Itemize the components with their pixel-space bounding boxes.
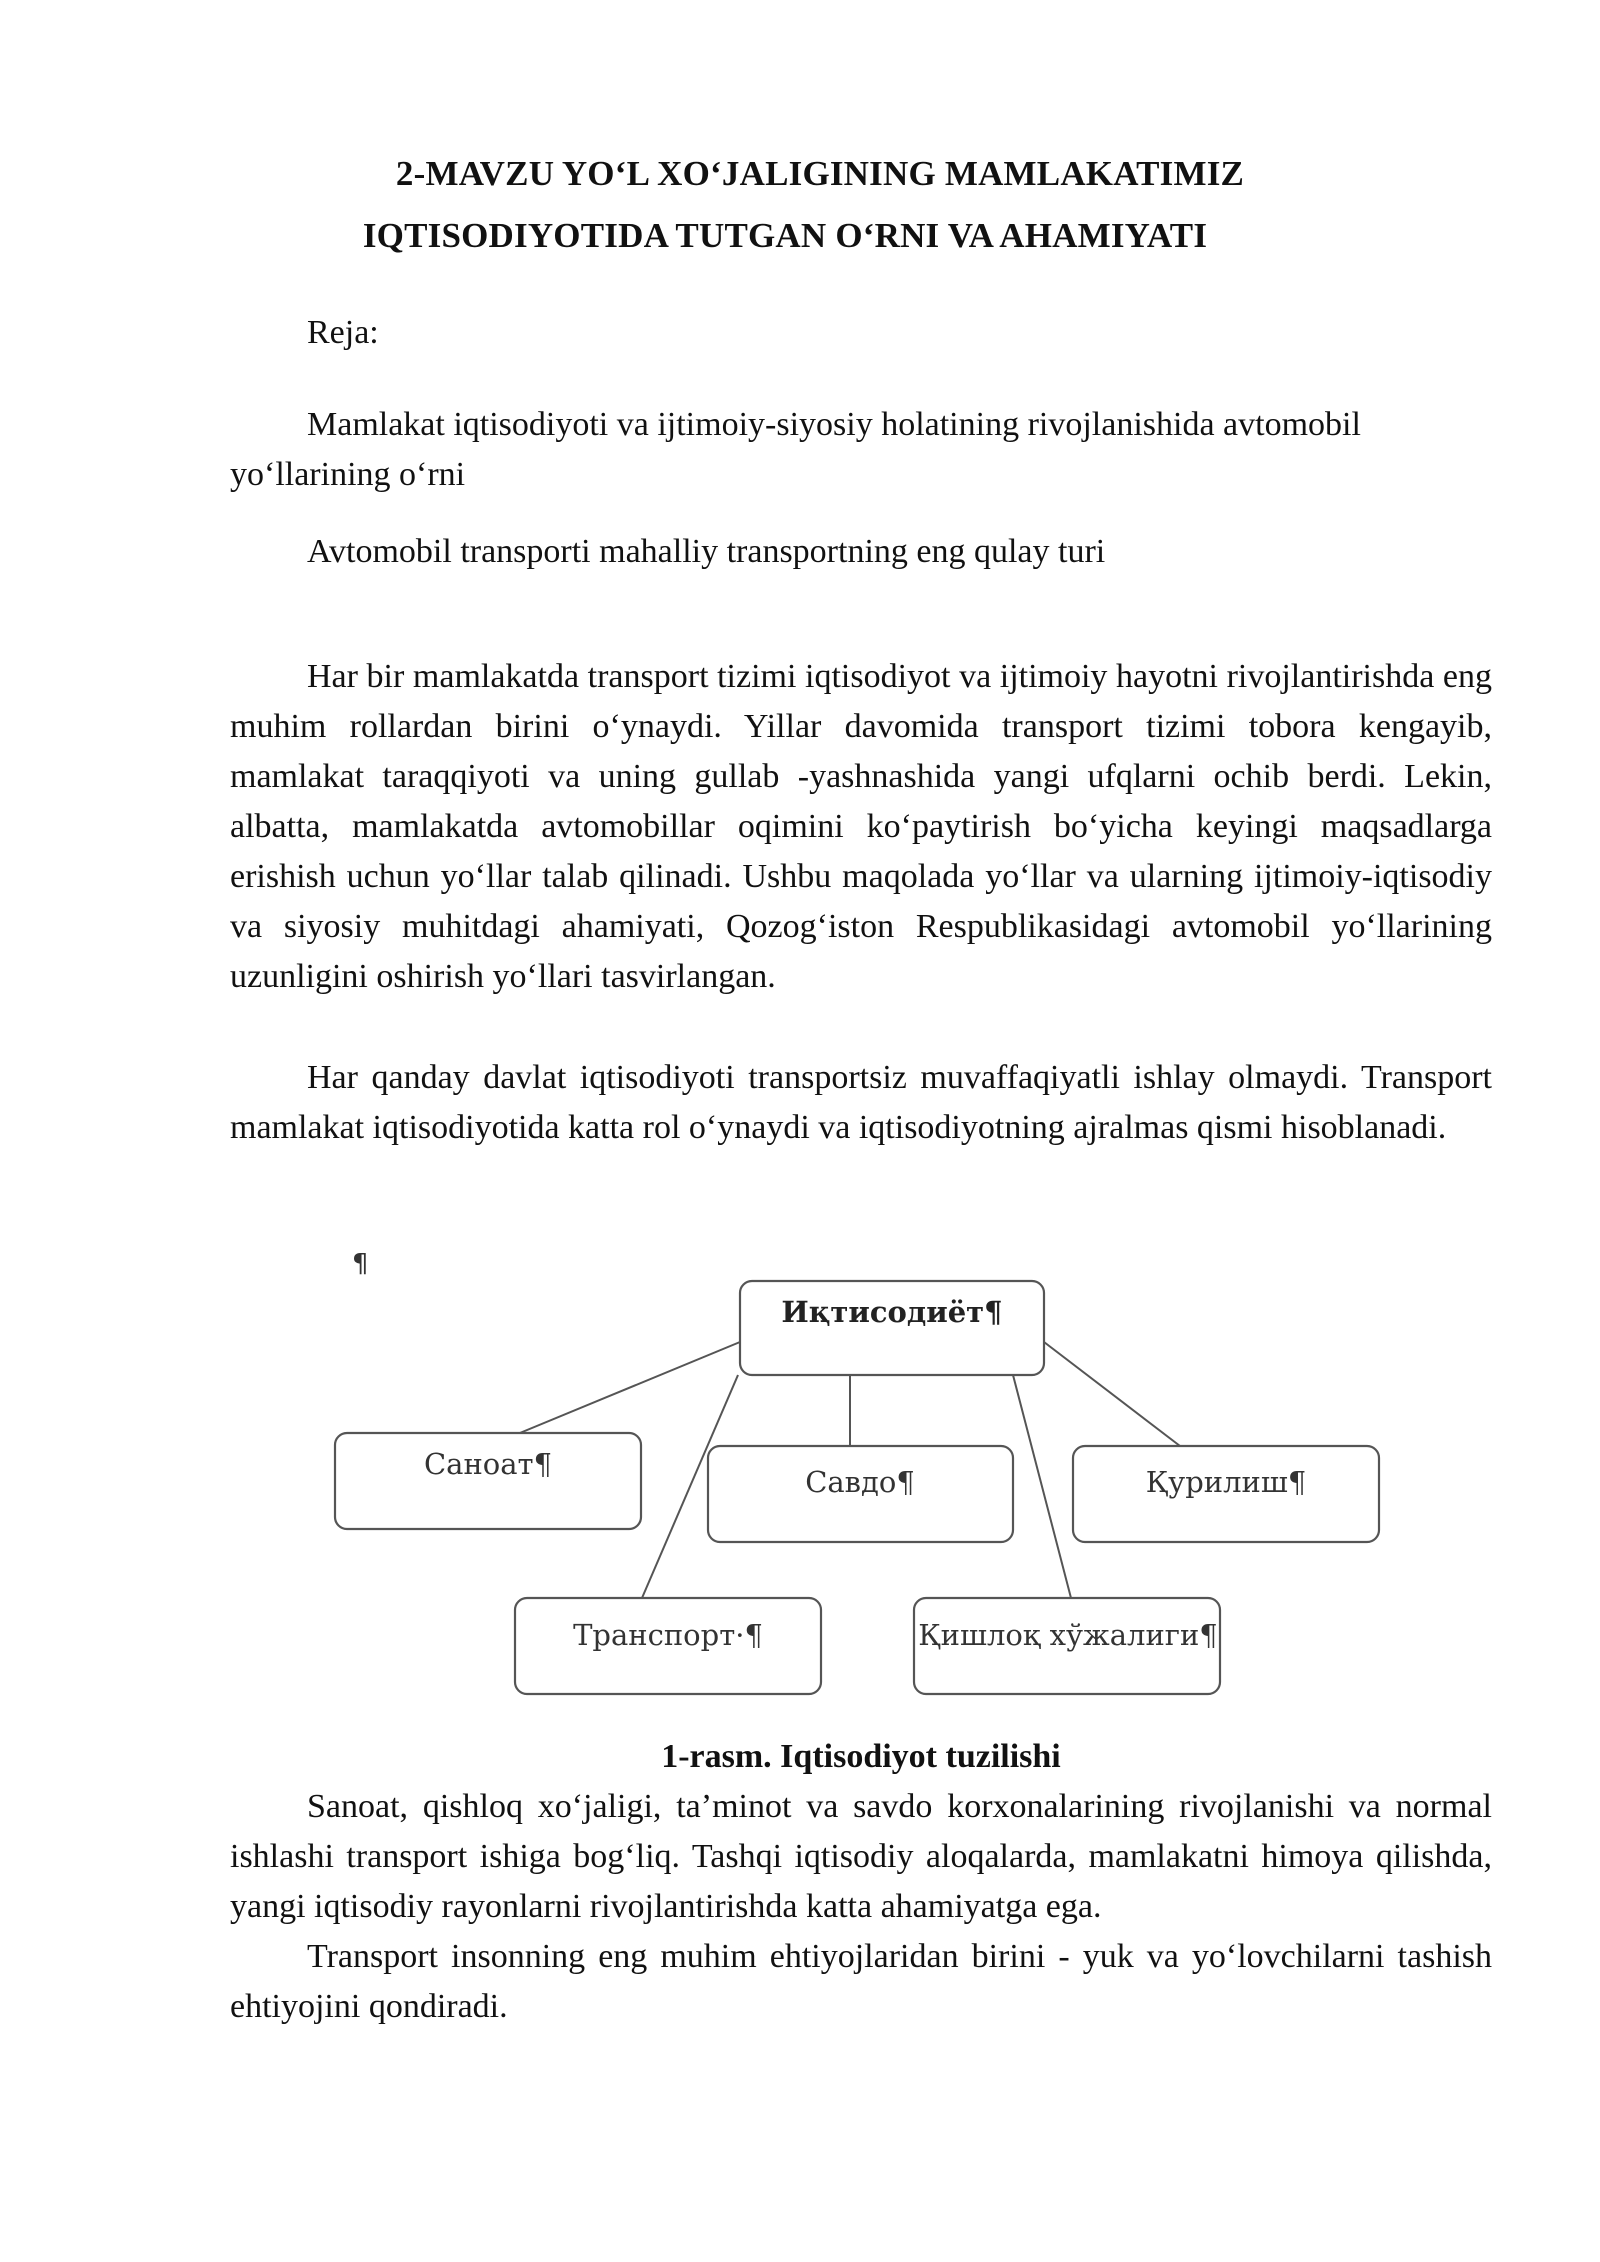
svg-text:Қурилиш¶: Қурилиш¶ xyxy=(1145,1465,1307,1499)
diagram-node-sanoat xyxy=(335,1433,641,1529)
body-paragraph-3: Sanoat, qishloq xo‘jaligi, ta’minot va savdo korxonalarining rivojlanishi va normal ishlashi transport ishiga bog‘liq. Tashqi iqtisodiy aloqalarda, mamlakatni himoya qilishda, yangi iqtisodiy rayonlarni rivojlantirishda katta ahamiyatga ega. xyxy=(230,1788,1492,1925)
edge-root-qishloq xyxy=(1013,1375,1071,1598)
svg-text:Қишлоқ хўжалиги¶: Қишлоқ хўжалиги¶ xyxy=(918,1618,1218,1652)
title-line-2: IQTISODIYOTIDA TUTGAN O‘RNI VA AHAMIYATI xyxy=(362,216,1208,255)
edge-root-sanoat xyxy=(515,1342,740,1435)
diagram-node-qurilish xyxy=(1073,1446,1379,1542)
plan-item-1: Mamlakat iqtisodiyoti va ijtimoiy-siyosiy holatining rivojlanishida avtomobil yo‘llarining o‘rni xyxy=(230,406,1361,493)
svg-text:Саноат¶: Саноат¶ xyxy=(423,1447,553,1481)
body-paragraph-4: Transport insonning eng muhim ehtiyojlaridan birini - yuk va yo‘lovchilarni tashish ehtiyojini qondiradi. xyxy=(230,1938,1492,2025)
title-line-1: 2-MAVZU YO‘L XO‘JALIGINING MAMLAKATIMIZ xyxy=(395,154,1245,193)
diagram-node-savdo xyxy=(708,1446,1013,1542)
figure-caption: 1-rasm. Iqtisodiyot tuzilishi xyxy=(661,1738,1061,1775)
body-paragraph-2: Har qanday davlat iqtisodiyoti transportsiz muvaffaqiyatli ishlay olmaydi. Transport mamlakat iqtisodiyotida katta rol o‘ynaydi va iqtisodiyotning ajralmas qismi hisoblanadi. xyxy=(230,1059,1492,1146)
stray-paragraph-mark: ¶ xyxy=(352,1249,369,1279)
diagram-node-transport xyxy=(515,1598,821,1694)
diagram-node-qishloq-xojaligi xyxy=(914,1598,1220,1694)
diagram-node-iqtisodiyot xyxy=(740,1281,1044,1375)
svg-text:Савдо¶: Савдо¶ xyxy=(805,1465,915,1499)
body-paragraph-1: Har bir mamlakatda transport tizimi iqtisodiyot va ijtimoiy hayotni rivojlantirishda eng muhim rollardan birini o‘ynaydi. Yillar davomida transport tizimi tobora kengayib, mamlakat taraqqiyoti va uning gullab -yashnashida yangi ufqlarni ochib berdi. Lekin, albatta, mamlakatda avtomobillar oqimini ko‘paytirish bo‘yicha keyingi maqsadlarga erishish uchun yo‘llar talab qilinadi. Ushbu maqolada yo‘llar va ularning ijtimoiy-iqtisodiy va siyosiy muhitdagi ahamiyati, Qozog‘iston Respublikasidagi avtomobil yo‘llarining uzunligini oshirish yo‘llari tasvirlangan. xyxy=(230,658,1492,995)
plan-item-2: Avtomobil transporti mahalliy transportning eng qulay turi xyxy=(307,533,1106,570)
svg-text:Транспорт·¶: Транспорт·¶ xyxy=(573,1618,763,1652)
plan-label: Reja: xyxy=(307,314,379,351)
svg-text:Иқтисодиёт¶: Иқтисодиёт¶ xyxy=(781,1295,1003,1329)
edge-root-qurilish xyxy=(1044,1342,1180,1446)
